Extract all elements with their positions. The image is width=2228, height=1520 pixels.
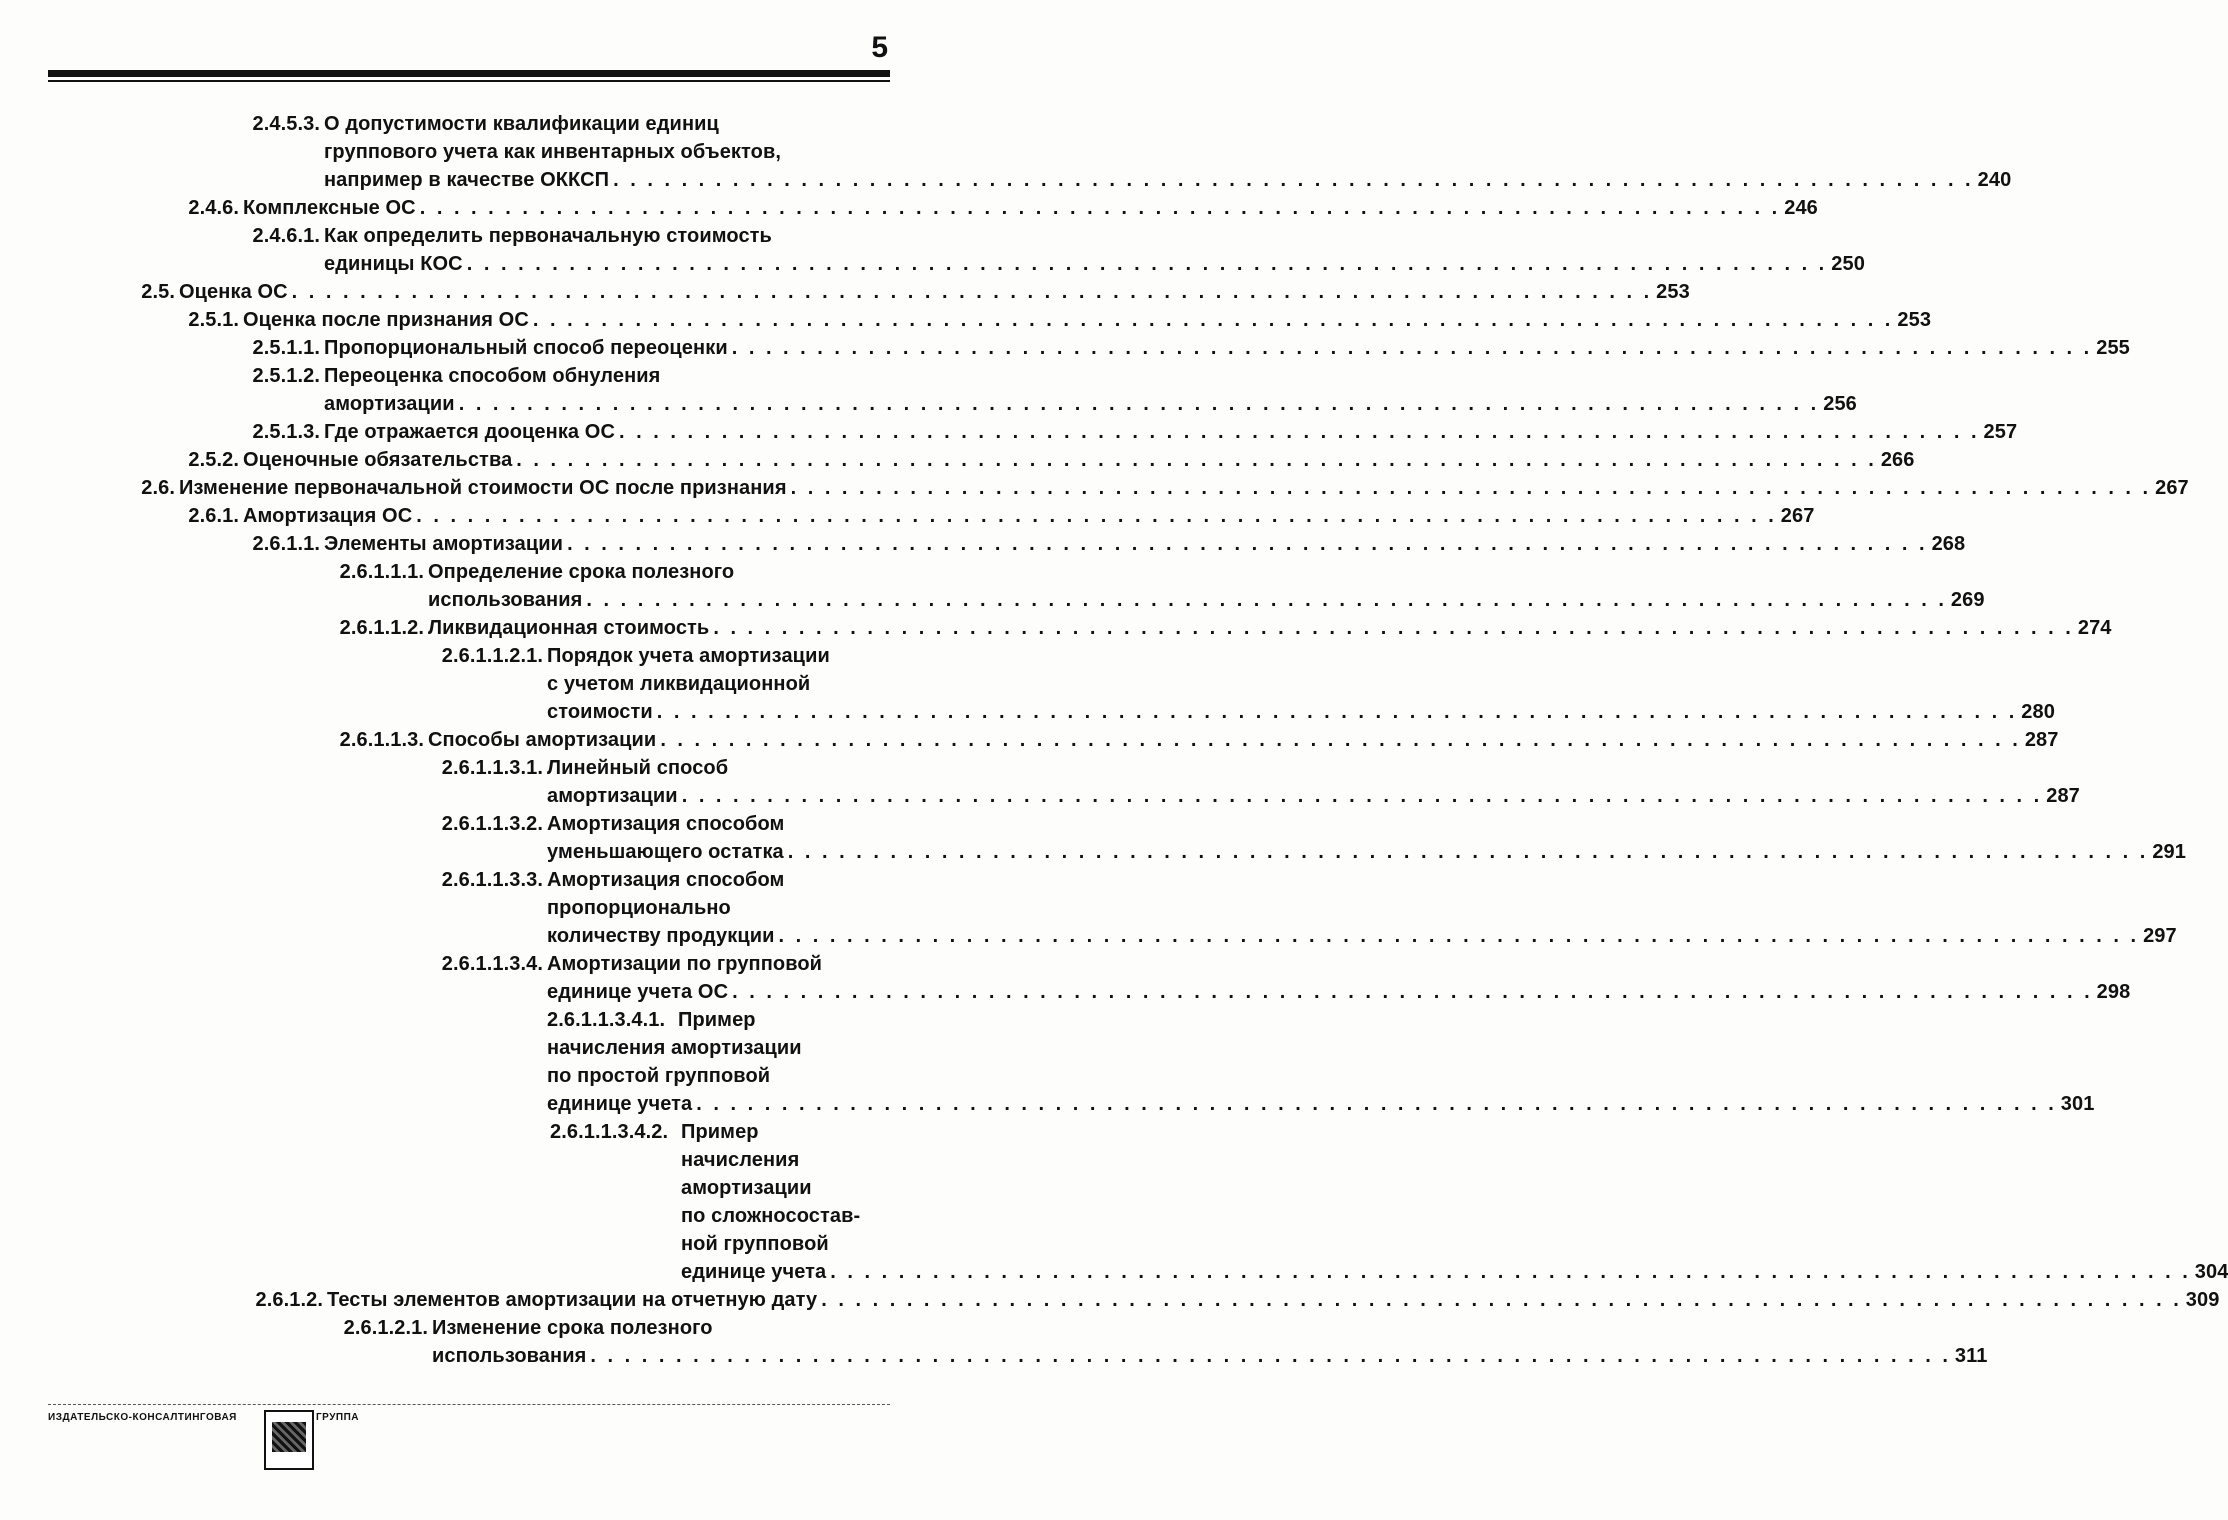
toc-entry-number: 2.6.1.1.3.3. (441, 869, 543, 891)
toc-entry-page: 287 (2046, 785, 2080, 807)
toc-entry-title-line (432, 1342, 1988, 1370)
toc-entry-page: 269 (1950, 589, 1985, 611)
toc-entry-number: 2.6.1.1.3.1. (441, 757, 543, 779)
toc-entry-title-line: амортизации (681, 1177, 812, 1199)
toc-entry-page: 274 (2077, 617, 2112, 639)
toc-leader-dots: . . . . . . . . . . . . . . . . . . . . . . . . . . . . . . . . . . . . . . . . . . . . . . . . . . . . . . . . . . . . . . . . . . . . . . . . . . . . . . . . (291, 281, 1653, 303)
toc-entry-title-line (179, 474, 2189, 502)
toc-entry-title: Ликвидационная стоимость (428, 617, 710, 639)
toc-entry-title: Комплексные ОС (243, 197, 416, 219)
toc-entry-title-line: Амортизация способом (547, 813, 785, 835)
toc-entry-title: единице учета (547, 1093, 693, 1115)
toc-entry-title-line: группового учета как инвентарных объектов, (324, 141, 782, 163)
toc-leader-dots: . . . . . . . . . . . . . . . . . . . . . . . . . . . . . . . . . . . . . . . . . . . . . . . . . . . . . . . . . . . . . . . . . . . . . . . . . . . . . . . . (732, 981, 2093, 1003)
toc-entry-title-line: Пример (678, 1009, 756, 1031)
toc-leader-dots: . . . . . . . . . . . . . . . . . . . . . . . . . . . . . . . . . . . . . . . . . . . . . . . . . . . . . . . . . . . . . . . . . . . . . . . . . . . . . . . . (532, 309, 1894, 331)
toc-entry-title-line (324, 166, 2012, 194)
toc-leader-dots: . . . . . . . . . . . . . . . . . . . . . . . . . . . . . . . . . . . . . . . . . . . . . . . . . . . . . . . . . . . . . . . . . . . . . . . . . . . . . . . . (821, 1289, 2182, 1311)
toc-leader-dots: . . . . . . . . . . . . . . . . . . . . . . . . . . . . . . . . . . . . . . . . . . . . . . . . . . . . . . . . . . . . . . . . . . . . . . . . . . . . . . . . (613, 169, 1974, 191)
toc-entry-title-line (324, 390, 1857, 418)
toc-entry-title: Способы амортизации (428, 729, 657, 751)
toc-entry-title-line: по простой групповой (547, 1065, 771, 1087)
toc-entry-number: 2.4.6.1. (252, 225, 320, 247)
toc-entry-number: 2.5.1.3. (252, 421, 320, 443)
toc-entry-title-line: Амортизация способом (547, 869, 785, 891)
toc-entry-page: 267 (2155, 477, 2189, 499)
toc-entry-title-line (428, 614, 2112, 642)
toc-entry-title-line: начисления (681, 1149, 800, 1171)
toc-entry-title: Где отражается дооценка ОС (324, 421, 616, 443)
toc-entry-number: 2.6.1.1.3. (339, 729, 424, 751)
toc-entry-title: Амортизация ОС (243, 505, 413, 527)
toc-entry-title-line (547, 782, 2080, 810)
toc-entry-number: 2.4.6. (188, 197, 239, 219)
toc-entry-number: 2.6.1.1.3.4. (441, 953, 543, 975)
toc-entry-title-line (243, 502, 1815, 530)
toc-entry-page: 311 (1954, 1345, 1988, 1367)
toc-leader-dots: . . . . . . . . . . . . . . . . . . . . . . . . . . . . . . . . . . . . . . . . . . . . . . . . . . . . . . . . . . . . . . . . . . . . . . . . . . . . . . . . (660, 729, 2021, 751)
toc-entry-number: 2.6.1.2.1. (343, 1317, 428, 1339)
toc-entry-title-line (324, 250, 1865, 278)
toc-entry-title-line (547, 922, 2177, 950)
toc-entry-number: 2.6.1.1.3.2. (441, 813, 543, 835)
toc-entry-number: 2.6. (141, 477, 175, 499)
toc-entry-title: уменьшающего остатка (547, 841, 784, 863)
toc-entry-page: 250 (1831, 253, 1865, 275)
toc-entry-number: 2.6.1.1.2. (339, 617, 424, 639)
toc-entry-title-line (547, 698, 2055, 726)
toc-entry-title-line: О допустимости квалификации единиц (324, 113, 719, 135)
toc-entry-title: амортизации (324, 393, 455, 415)
toc-entry-number: 2.6.1. (188, 505, 239, 527)
toc-entry-title: Оценка после признания ОС (243, 309, 529, 331)
toc-leader-dots: . . . . . . . . . . . . . . . . . . . . . . . . . . . . . . . . . . . . . . . . . . . . . . . . . . . . . . . . . . . . . . . . . . . . . . . . . . . . . . . . (619, 421, 1980, 443)
toc-entry-title-line (243, 194, 1818, 222)
toc-entry-title-line (547, 978, 2131, 1006)
toc-entry-title: использования (428, 589, 583, 611)
toc-entry-title: Оценочные обязательства (243, 449, 513, 471)
toc-entry-number: 2.5.1.2. (252, 365, 320, 387)
toc-entry-title-line: Пример (681, 1121, 759, 1143)
page-number: 5 (871, 31, 888, 64)
toc-entry-title: Элементы амортизации (324, 533, 564, 555)
toc-entry-title-line: Линейный способ (547, 757, 729, 779)
toc-entry-number: 2.6.1.1.3.4.1. (547, 1009, 666, 1031)
footer-rule (48, 1404, 890, 1406)
toc-entry-title-line (681, 1258, 2228, 1286)
toc-entry-page: 298 (2096, 981, 2131, 1003)
toc-entry-title-line: Как определить первоначальную стоимость (324, 225, 772, 247)
toc-entry-title-line: Определение срока полезного (428, 561, 735, 583)
toc-entry-page: 297 (2143, 925, 2177, 947)
toc-entry-page: 266 (1880, 449, 1915, 471)
toc-entry-page: 257 (1983, 421, 2018, 443)
toc-entry-page: 291 (2152, 841, 2186, 863)
toc-leader-dots: . . . . . . . . . . . . . . . . . . . . . . . . . . . . . . . . . . . . . . . . . . . . . . . . . . . . . . . . . . . . . . . . . . . . . . . . . . . . . . . . (681, 785, 2043, 807)
toc-entry-title: единице учета (681, 1261, 827, 1283)
toc-entry-page: 280 (2021, 701, 2055, 723)
toc-entry-title-line (243, 446, 1915, 474)
toc-entry-title-line (324, 334, 2130, 362)
publisher-name-right: ГРУППА (316, 1412, 360, 1423)
toc-entry-title-line: ной групповой (681, 1233, 829, 1255)
toc-entry-title: Тесты элементов амортизации на отчетную дату (327, 1289, 818, 1311)
toc-entry-page: 304 (2194, 1261, 2228, 1283)
toc-entry-page: 246 (1784, 197, 1818, 219)
toc-entry-title: Оценка ОС (179, 281, 288, 303)
toc-entry-title-line: с учетом ликвидационной (547, 673, 811, 695)
toc-leader-dots: . . . . . . . . . . . . . . . . . . . . . . . . . . . . . . . . . . . . . . . . . . . . . . . . . . . . . . . . . . . . . . . . . . . . . . . . . . . . . . . . (830, 1261, 2191, 1283)
toc-leader-dots: . . . . . . . . . . . . . . . . . . . . . . . . . . . . . . . . . . . . . . . . . . . . . . . . . . . . . . . . . . . . . . . . . . . . . . . . . . . . . . . . (787, 841, 2149, 863)
toc-leader-dots: . . . . . . . . . . . . . . . . . . . . . . . . . . . . . . . . . . . . . . . . . . . . . . . . . . . . . . . . . . . . . . . . . . . . . . . . . . . . . . . . (458, 393, 1820, 415)
toc-entry-title-line: Амортизации по групповой (547, 953, 823, 975)
toc-entry-title: стоимости (547, 701, 653, 723)
toc-entry-title: единицы КОС (324, 253, 463, 275)
toc-entry-number: 2.6.1.1.3.4.2. (550, 1121, 669, 1143)
toc-entry-number: 2.5.1.1. (252, 337, 320, 359)
toc-entry-number: 2.5. (141, 281, 175, 303)
toc-entry-title: например в качестве ОККСП (324, 169, 610, 191)
toc-entry-number: 2.6.1.1.1. (339, 561, 424, 583)
toc-leader-dots: . . . . . . . . . . . . . . . . . . . . . . . . . . . . . . . . . . . . . . . . . . . . . . . . . . . . . . . . . . . . . . . . . . . . . . . . . . . . . . . . (778, 925, 2140, 947)
toc-leader-dots: . . . . . . . . . . . . . . . . . . . . . . . . . . . . . . . . . . . . . . . . . . . . . . . . . . . . . . . . . . . . . . . . . . . . . . . . . . . . . . . . (656, 701, 2018, 723)
toc-leader-dots: . . . . . . . . . . . . . . . . . . . . . . . . . . . . . . . . . . . . . . . . . . . . . . . . . . . . . . . . . . . . . . . . . . . . . . . . . . . . . . . . (419, 197, 1781, 219)
toc-entry-page: 256 (1823, 393, 1857, 415)
toc-leader-dots: . . . . . . . . . . . . . . . . . . . . . . . . . . . . . . . . . . . . . . . . . . . . . . . . . . . . . . . . . . . . . . . . . . . . . . . . . . . . . . . . (590, 1345, 1951, 1367)
toc-entry-number: 2.5.1. (188, 309, 239, 331)
toc-leader-dots: . . . . . . . . . . . . . . . . . . . . . . . . . . . . . . . . . . . . . . . . . . . . . . . . . . . . . . . . . . . . . . . . . . . . . . . . . . . . . . . . (790, 477, 2152, 499)
toc-leader-dots: . . . . . . . . . . . . . . . . . . . . . . . . . . . . . . . . . . . . . . . . . . . . . . . . . . . . . . . . . . . . . . . . . . . . . . . . . . . . . . . . (567, 533, 1928, 555)
toc-entry-title-line (324, 418, 2018, 446)
toc-entry-title-line: Порядок учета амортизации (547, 645, 830, 667)
toc-leader-dots: . . . . . . . . . . . . . . . . . . . . . . . . . . . . . . . . . . . . . . . . . . . . . . . . . . . . . . . . . . . . . . . . . . . . . . . . . . . . . . . . (696, 1093, 2057, 1115)
toc-entry-title: Изменение первоначальной стоимости ОС после признания (179, 477, 787, 499)
toc-entry-title: количеству продукции (547, 925, 775, 947)
toc-entry-title: амортизации (547, 785, 678, 807)
toc-entry-page: 240 (1977, 169, 2012, 191)
toc-entry-title-line (179, 278, 1690, 306)
toc-entry-page: 253 (1656, 281, 1690, 303)
toc-entry-page: 267 (1780, 505, 1815, 527)
toc-entry-title: единице учета ОС (547, 981, 729, 1003)
toc-entry-number: 2.6.1.1. (252, 533, 320, 555)
toc-leader-dots: . . . . . . . . . . . . . . . . . . . . . . . . . . . . . . . . . . . . . . . . . . . . . . . . . . . . . . . . . . . . . . . . . . . . . . . . . . . . . . . . (466, 253, 1828, 275)
toc-entry-title: Пропорциональный способ переоценки (324, 337, 728, 359)
toc-entry-number: 2.4.5.3. (252, 113, 320, 135)
toc-entry-title: использования (432, 1345, 587, 1367)
toc-entry-title-line (327, 1286, 2220, 1314)
toc-leader-dots: . . . . . . . . . . . . . . . . . . . . . . . . . . . . . . . . . . . . . . . . . . . . . . . . . . . . . . . . . . . . . . . . . . . . . . . . . . . . . . . . (416, 505, 1777, 527)
toc-entry-number: 2.5.2. (188, 449, 239, 471)
toc-entry-page: 268 (1931, 533, 1966, 555)
publisher-logo-icon (264, 1410, 314, 1470)
toc-entry-number: 2.6.1.2. (255, 1289, 323, 1311)
toc-leader-dots: . . . . . . . . . . . . . . . . . . . . . . . . . . . . . . . . . . . . . . . . . . . . . . . . . . . . . . . . . . . . . . . . . . . . . . . . . . . . . . . . (731, 337, 2093, 359)
toc-leader-dots: . . . . . . . . . . . . . . . . . . . . . . . . . . . . . . . . . . . . . . . . . . . . . . . . . . . . . . . . . . . . . . . . . . . . . . . . . . . . . . . . (586, 589, 1947, 611)
publisher-name-left: ИЗДАТЕЛЬСКО-КОНСАЛТИНГОВАЯ (48, 1412, 237, 1423)
toc-leader-dots: . . . . . . . . . . . . . . . . . . . . . . . . . . . . . . . . . . . . . . . . . . . . . . . . . . . . . . . . . . . . . . . . . . . . . . . . . . . . . . . . (516, 449, 1877, 471)
toc-entry-title-line: начисления амортизации (547, 1037, 802, 1059)
toc-entry-title-line: пропорционально (547, 897, 731, 919)
toc-entry-title-line (324, 530, 1966, 558)
toc-entry-page: 253 (1897, 309, 1932, 331)
toc-entry-title-line: Переоценка способом обнуления (324, 365, 661, 387)
toc-entry-title-line (547, 838, 2186, 866)
toc-entry-title-line (547, 1090, 2095, 1118)
toc-leader-dots: . . . . . . . . . . . . . . . . . . . . . . . . . . . . . . . . . . . . . . . . . . . . . . . . . . . . . . . . . . . . . . . . . . . . . . . . . . . . . . . . (713, 617, 2074, 639)
toc-entry-title-line: по сложносостав- (681, 1205, 861, 1227)
toc-entry-title-line: Изменение срока полезного (432, 1317, 713, 1339)
toc-entry-number: 2.6.1.1.2.1. (441, 645, 543, 667)
toc-entry-page: 255 (2096, 337, 2130, 359)
toc-entry-title-line (428, 726, 2059, 754)
toc-entry-page: 287 (2024, 729, 2059, 751)
toc-entry-title-line (428, 586, 1985, 614)
toc-entry-page: 301 (2060, 1093, 2095, 1115)
toc-entry-title-line (243, 306, 1932, 334)
toc-entry-page: 309 (2185, 1289, 2220, 1311)
